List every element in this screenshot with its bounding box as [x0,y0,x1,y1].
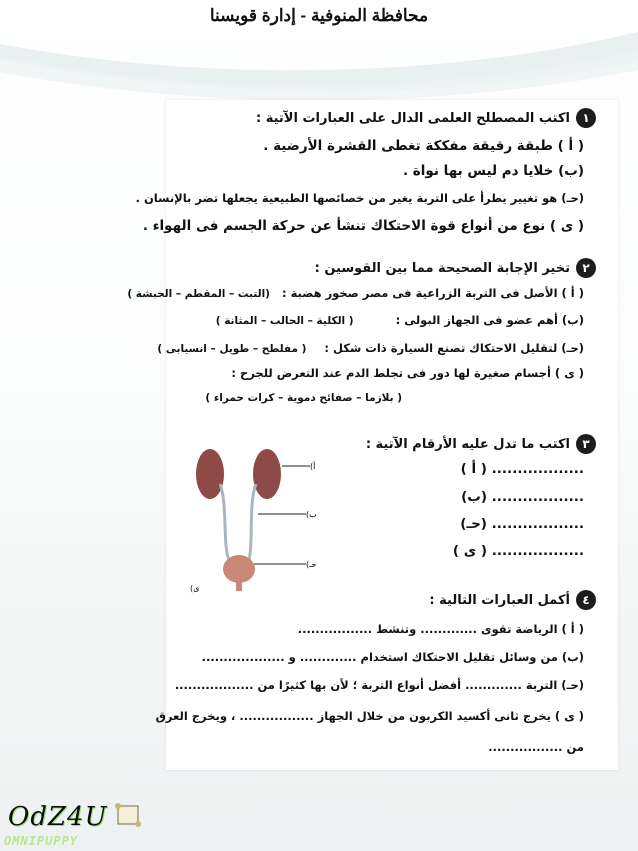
question-number-badge: ١ [576,108,596,128]
q1-item-a: ( أ ) طبقة رقيقة مفككة تغطى القشرة الأرضية . [263,138,584,154]
logo-text-bottom: OMNIPUPPY [4,834,79,848]
urinary-system-diagram [188,444,328,594]
right-kidney-icon [253,449,281,499]
question-number-badge: ٢ [576,258,596,278]
bladder-icon [223,555,255,583]
q2-item-c [157,341,584,355]
q2-item-b [216,313,584,327]
q4-item-d-continued: من ................. [488,740,584,754]
urethra [236,581,242,591]
q2-item-a-choices: (التبت – المقطم – الحبشة ) [127,288,270,300]
question-3 [366,434,596,454]
q3-item-b: .................. (ب) [461,489,584,505]
q2-item-a-text: ( أ ) الأصل فى التربة الزراعية فى مصر صخور هضبة : [281,286,584,300]
question-1 [256,108,596,128]
q2-item-b-choices: ( الكلية – الحالب – المثانة ) [215,315,354,327]
left-kidney-icon [196,449,224,499]
question-title: أكمل العبارات التالية : [429,592,570,608]
right-ureter [248,484,256,562]
question-title: تخير الإجابة الصحيحة مما بين القوسين : [314,260,570,276]
q2-item-a [127,286,584,300]
q1-item-d: ( ى ) نوع من أنواع قوة الاحتكاك تنشأ عن حركة الجسم فى الهواء . [142,218,584,234]
q4-item-d: ( ى ) يخرج ثانى أكسيد الكربون من خلال الجهاز ................. ، ويخرج العرق [155,709,584,723]
q2-item-c-text: (حـ) لتقليل الاحتكاك تصنع السيارة ذات شكل : [324,341,584,355]
question-4 [429,590,596,610]
worksheet [127,100,618,770]
q3-item-a: .................. ( أ ) [460,461,584,477]
page-header-title: محافظة المنوفية - إدارة قويسنا [209,6,429,25]
question-2 [315,258,596,278]
q2-item-d-choices: ( بلازما – صفائح دموية – كرات حمراء ) [205,392,402,404]
footer-logo [2,800,142,850]
question-number-badge: ٣ [576,434,596,454]
question-title: اكتب ما تدل عليه الأرقام الآتية : [365,436,570,452]
question-title: اكتب المصطلح العلمى الدال على العبارات الآتية : [255,110,570,126]
q2-item-c-choices: ( مفلطح – طويل – انسيابى ) [157,343,307,355]
question-number-badge: ٤ [576,590,596,610]
diagram-label-b: (ب [306,510,317,519]
left-ureter [220,484,230,562]
q4-item-b: (ب) من وسائل تقليل الاحتكاك استخدام ............. و ................... [201,650,584,664]
q2-item-b-text: (ب) أهم عضو فى الجهاز البولى : [395,313,584,327]
diagram-label-d: (ى [190,584,200,593]
q3-item-c: .................. (حـ) [460,516,584,532]
q2-item-d: ( ى ) أجسام صغيرة لها دور فى تجلط الدم عند التعرض للجرح : [231,366,584,380]
q4-item-c: (حـ) التربة ............. أفضل أنواع التربة ؛ لأن بها كثيرًا من .................. [174,678,584,692]
logo-text-top: OdZ4U [8,802,108,832]
q4-item-a: ( أ ) الرياضة تقوى ............. وتنشط ................. [297,622,584,636]
diagram-label-c: (حـ [306,560,317,569]
q1-item-c: (حـ) هو تغيير يطرأ على التربة يغير من خصائصها الطبيعية يجعلها تضر بالإنسان . [135,191,584,205]
scroll-icon [114,800,142,830]
diagram-label-a: (أ [310,462,316,471]
q1-item-b: (ب) خلايا دم ليس بها نواة . [402,163,584,179]
q3-item-d: .................. ( ى ) [452,543,584,559]
